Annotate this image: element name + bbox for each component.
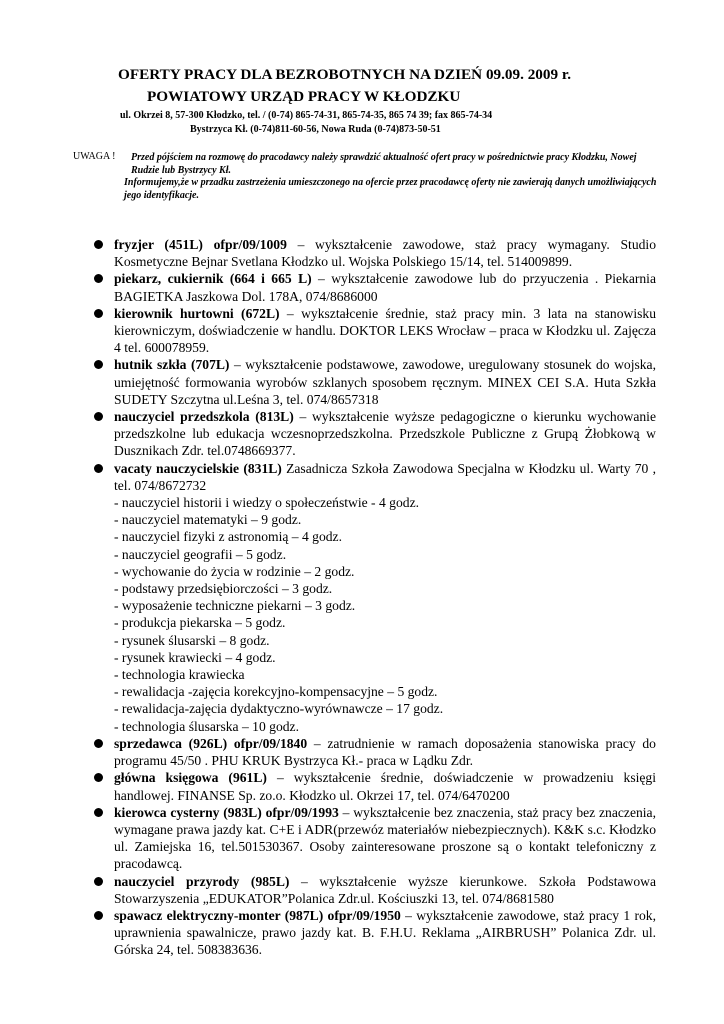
job-offer-details: – wykształcenie zawodowe, staż pracy 1 rok, uprawnienia spawalnicze, prawo jazdy kat. B. F.H.U. Reklama „AIRBRUSH” Polanica Zdr. ul. Górska 24, tel. 508383636. <box>114 907 656 958</box>
job-offer-details: – wykształcenie bez znaczenia, staż pracy bez znaczenia, wymagane prawa jazdy kat. C+E i ADR(przewóz materiałów niebezpiecznych). K&K s.c. Kłodzko ul. Zamiejska 16, tel.501530367. Osoby zainteresowane proszone są o kontakt telefoniczny z pracodawcą. <box>114 804 656 872</box>
bullet-icon <box>94 274 103 283</box>
job-offer-title: piekarz, cukiernik (664 i 665 L) <box>114 271 312 287</box>
teaching-hours-item: - nauczyciel historii i wiedzy o społeczeństwie - 4 godz. <box>114 495 420 511</box>
job-offer <box>96 769 656 803</box>
office-address: ul. Okrzei 8, 57-300 Kłodzko, tel. / (0-74) 865-74-31, 865-74-35, 865 74 39; fax 865-74-34 <box>120 110 493 121</box>
bullet-icon <box>94 240 103 249</box>
job-offer <box>96 305 656 357</box>
teaching-hours-item: - wyposażenie techniczne piekarni – 3 godz. <box>114 598 356 614</box>
bullet-icon <box>94 309 103 318</box>
job-offer-details: – wykształcenie zawodowe, staż pracy wymagany. Studio Kosmetyczne Bejnar Svetlana Kłodzko ul. Wojska Polskiego 15/14, tel. 514009899. <box>114 237 656 270</box>
job-offer <box>96 873 656 907</box>
teaching-hours-item: - produkcja piekarska – 5 godz. <box>114 615 286 631</box>
notice-label: UWAGA ! <box>73 151 116 162</box>
bullet-icon <box>94 360 103 369</box>
job-offer <box>96 460 656 735</box>
job-offer-details: – wykształcenie wyższe kierunkowe. Szkoła Podstawowa Stowarzyszenia „EDUKATOR”Polanica Zdr.ul. Kościuszki 13, tel. 074/8681580 <box>114 873 656 906</box>
job-offer-title: nauczyciel przedszkola (813L) <box>114 409 294 425</box>
office-name: POWIATOWY URZĄD PRACY W KŁODZKU <box>147 88 461 105</box>
job-offer <box>96 356 656 408</box>
job-offer <box>96 735 656 769</box>
bullet-icon <box>94 911 103 920</box>
bullet-icon <box>94 412 103 421</box>
job-offer-details: – wykształcenie wyższe pedagogiczne o kierunku wychowanie przedszkolne lub edukacja wczesnoprzedszkolna. Przedszkole Publiczne z Grupą Żłobkową w Dusznikach Zdr. tel.0748669377. <box>114 409 656 459</box>
teaching-hours-item: - podstawy przedsiębiorczości – 3 godz. <box>114 581 333 597</box>
job-offer <box>96 236 656 270</box>
job-offer-details: – wykształcenie średnie, doświadczenie w prowadzeniu księgi handlowej. FINANSE Sp. zo.o. Kłodzko ul. Okrzei 17, tel. 074/6470200 <box>114 770 656 803</box>
page-title: OFERTY PRACY DLA BEZROBOTNYCH NA DZIEŃ 09.09. 2009 r. <box>118 66 572 83</box>
job-offer-title: fryzjer (451L) ofpr/09/1009 <box>114 237 287 252</box>
job-offer-title: kierowca cysterny (983L) ofpr/09/1993 <box>114 804 339 820</box>
teaching-hours-item: - nauczyciel geografii – 5 godz. <box>114 546 287 562</box>
teaching-hours-item: - wychowanie do życia w rodzinie – 2 godz. <box>114 563 355 579</box>
job-offer-title: kierownik hurtowni (672L) <box>114 305 280 321</box>
notice-text-identification: Informujemy,że w przadku zastrzeżenia umieszczonego na ofercie przez pracodawcę oferty nie zawierają danych umożliwiających jego identyfikacje. <box>124 177 657 201</box>
job-offer-details: – wykształcenie zawodowe lub do przyuczenia . Piekarnia BAGIETKA Jaszkowa Dol. 178A, 074/8686000 <box>114 271 656 304</box>
job-offer-title: spawacz elektryczny-monter (987L) ofpr/09/1950 <box>114 907 401 923</box>
bullet-icon <box>94 739 103 748</box>
bullet-icon <box>94 464 103 473</box>
job-offer-details: Zasadnicza Szkoła Zawodowa Specjalna w Kłodzku ul. Warty 70 , tel. 074/8672732 <box>114 460 657 493</box>
job-offer-details: – zatrudnienie w ramach doposażenia stanowiska pracy do programu 45/50 . PHU KRUK Bystrzyca Kł.- praca w Lądku Zdr. <box>114 735 656 769</box>
teaching-hours-item: - rysunek ślusarski – 8 godz. <box>114 632 270 648</box>
job-offer-details: – wykształcenie podstawowe, zawodowe, uregulowany stosunek do wojska, umiejętność formowania wyrobów szklanych sposobem ręcznym. MINEX CEI S.A. Huta Szkła SUDETY Szczytna ul.Leśna 3, tel. 074/8657318 <box>114 357 656 407</box>
teaching-hours-item: - rysunek krawiecki – 4 godz. <box>114 649 276 665</box>
job-offer <box>96 804 656 873</box>
teaching-hours-item: - technologia krawiecka <box>114 667 245 683</box>
job-offer <box>96 270 656 304</box>
job-offer-details: – wykształcenie średnie, staż pracy min. 3 lata na stanowisku kierowniczym, doświadczenie w handlu. DOKTOR LEKS Wrocław – praca w Kłodzku ul. Zajęcza 4 tel. 600078959. <box>114 305 657 356</box>
teaching-hours-item: - nauczyciel fizyki z astronomią – 4 godz. <box>114 529 342 545</box>
teaching-hours-item: - rewalidacja -zajęcia korekcyjno-kompensacyjne – 5 godz. <box>114 684 438 700</box>
job-offer <box>96 907 656 959</box>
office-branches: Bystrzyca Kł. (0-74)811-60-56, Nowa Ruda (0-74)873-50-51 <box>190 124 441 135</box>
bullet-icon <box>94 773 103 782</box>
job-offers-list <box>96 236 656 959</box>
bullet-icon <box>94 877 103 886</box>
job-offer-title: sprzedawca (926L) ofpr/09/1840 <box>114 735 308 751</box>
teaching-hours-item: - rewalidacja-zajęcia dydaktyczno-wyrównawcze – 17 godz. <box>114 701 444 717</box>
job-offer-title: vacaty nauczycielskie (831L) <box>114 460 282 476</box>
teaching-hours-item: - nauczyciel matematyki – 9 godz. <box>114 512 302 528</box>
teaching-hours-item: - technologia ślusarska – 10 godz. <box>114 718 299 734</box>
bullet-icon <box>94 808 103 817</box>
job-offer-title: hutnik szkła (707L) <box>114 357 230 373</box>
notice-text-verify: Przed pójściem na rozmowę do pracodawcy należy sprawdzić aktualność ofert pracy w pośrednictwie pracy Kłodzku, Nowej Rudzie lub Bystrzycy Kł. <box>131 152 637 176</box>
job-offer-title: nauczyciel przyrody (985L) <box>114 873 290 889</box>
job-offer <box>96 408 656 460</box>
job-offer-title: główna księgowa (961L) <box>114 770 267 786</box>
